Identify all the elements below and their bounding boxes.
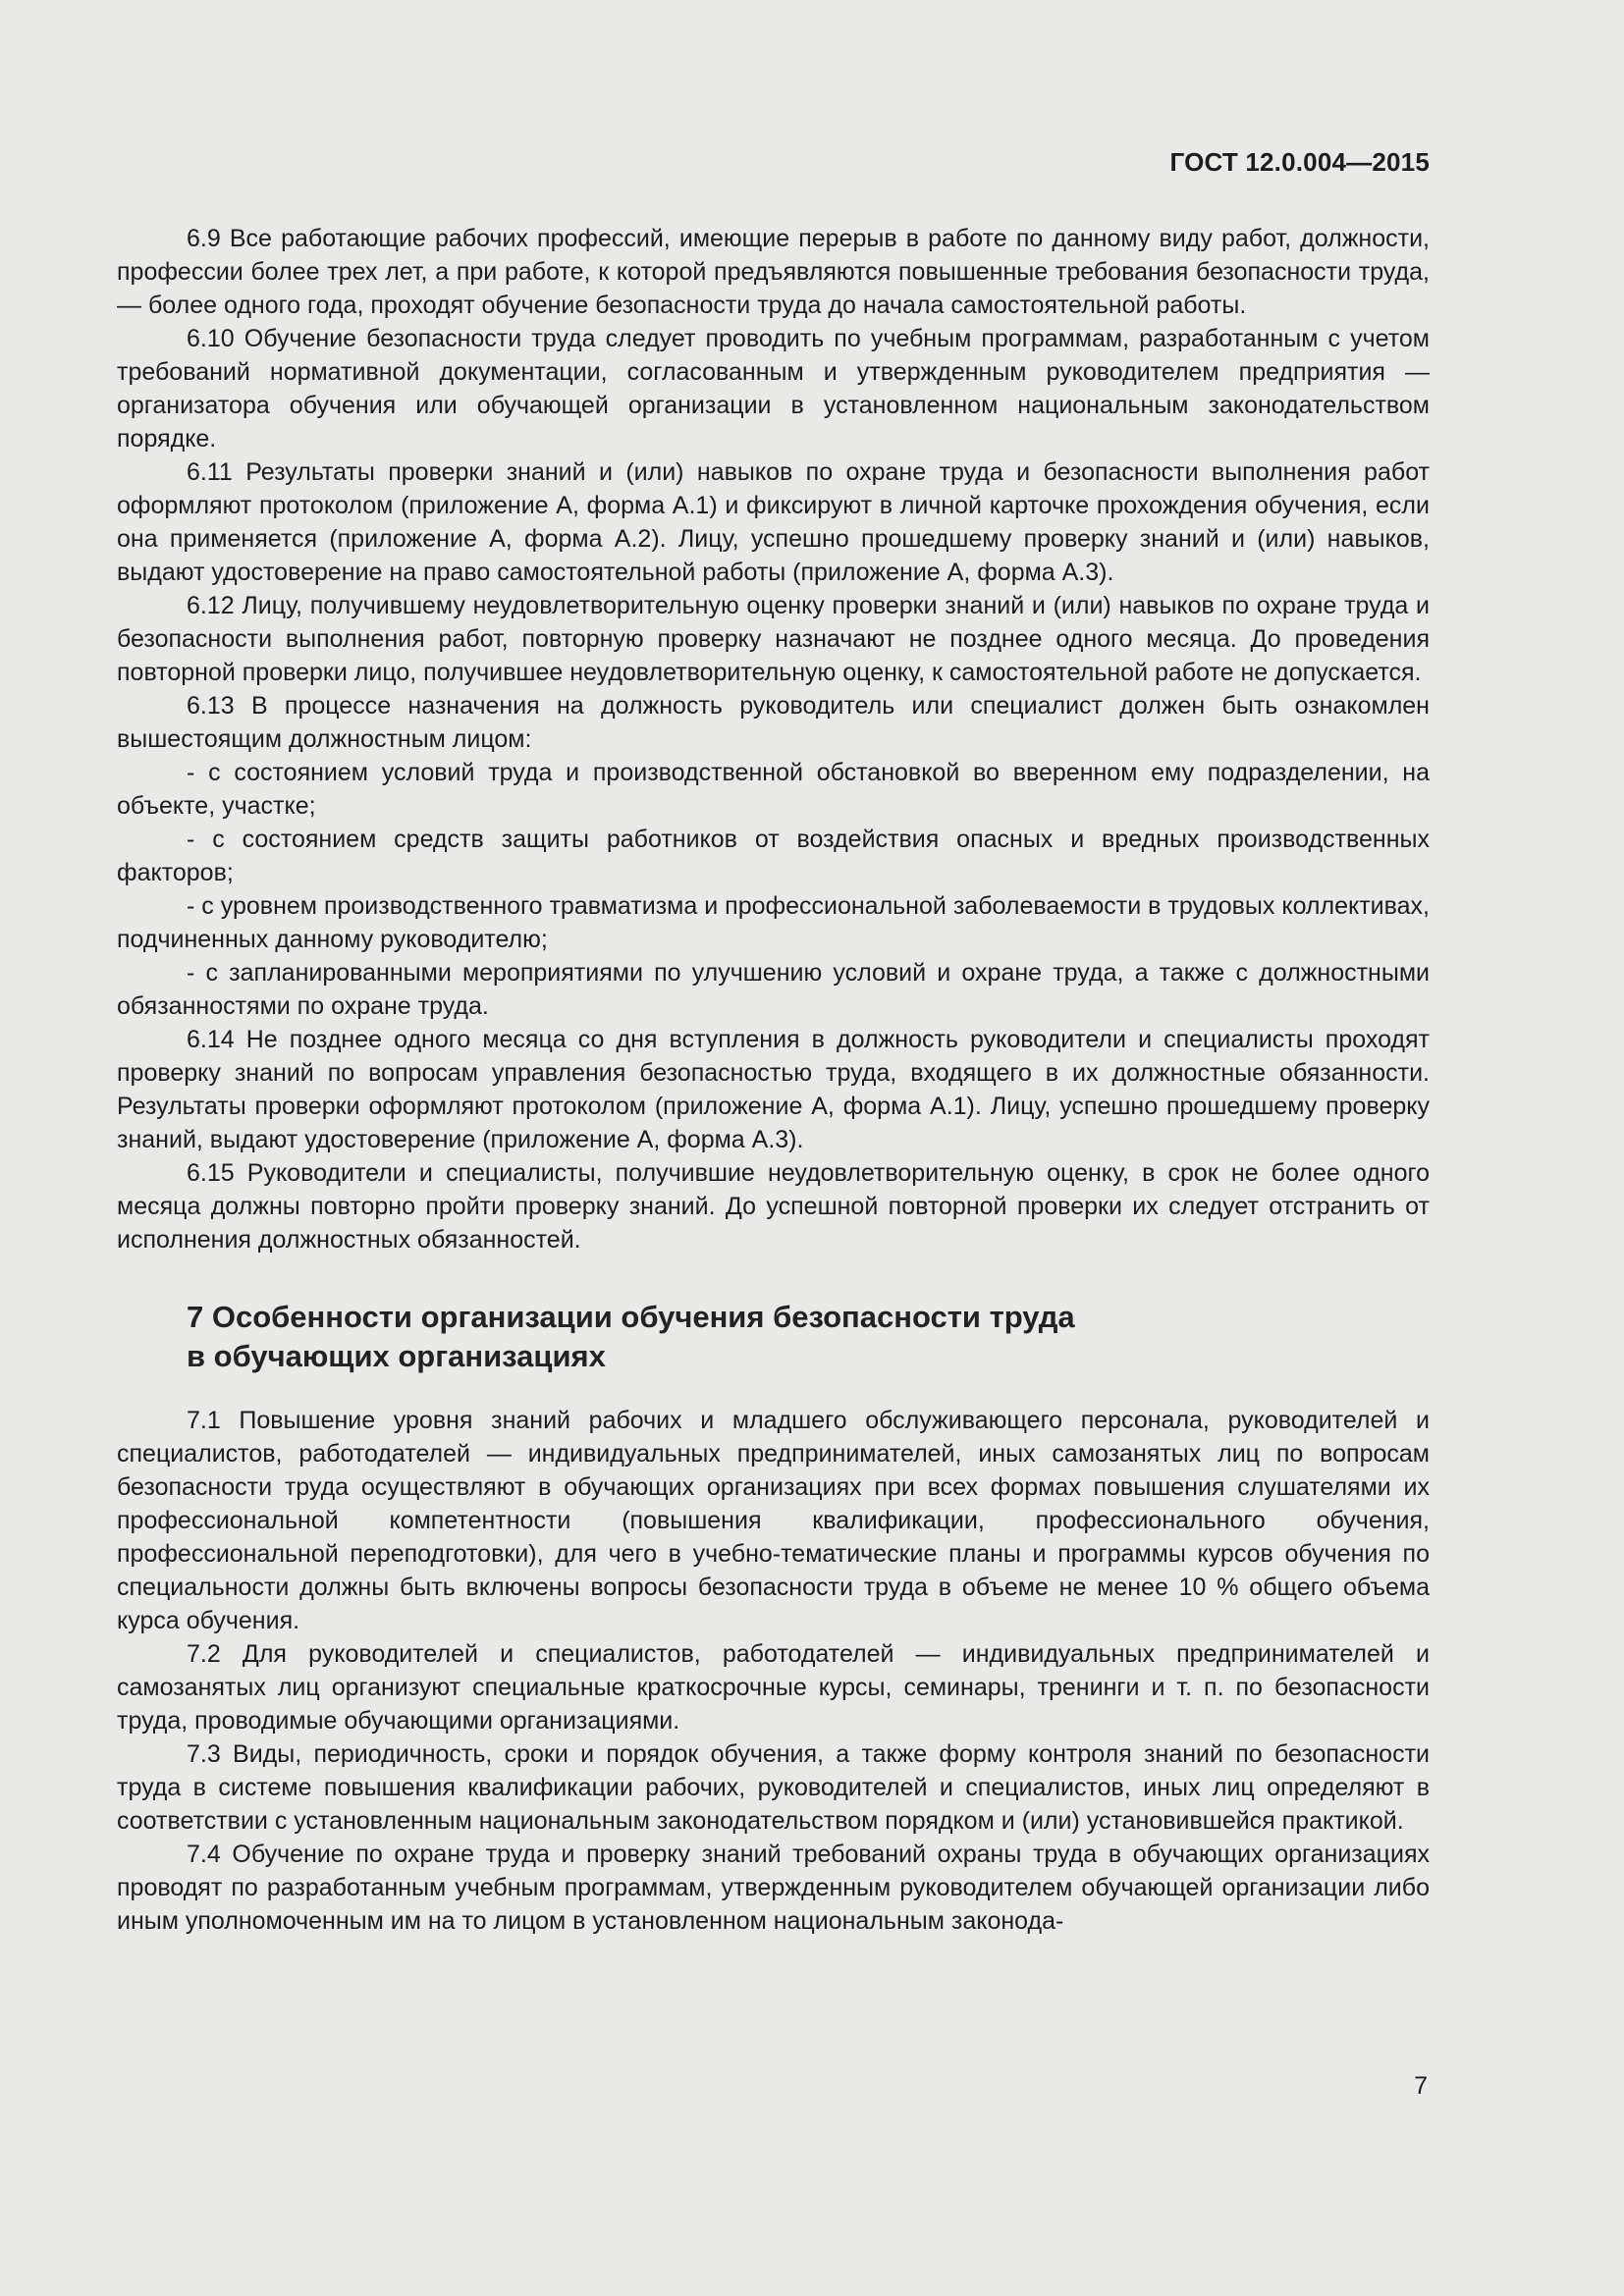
section-7-title <box>117 1298 1430 1376</box>
paragraph-7-2: 7.2 Для руководителей и специалистов, работодателей — индивидуальных предпринимателей и самозанятых лиц организуют специальные краткосрочные курсы, семинары, тренинги и т. п. по безопасности труда, проводимые обучающими организациями. <box>117 1640 1430 1735</box>
page-number: 7 <box>1414 2072 1428 2100</box>
list-item-6-13-3: - с уровнем производственного травматизма и профессиональной заболеваемости в трудовых коллективах, подчиненных данному руководителю; <box>117 892 1430 953</box>
paragraph-6-10: 6.10 Обучение безопасности труда следует проводить по учебным программам, разработанным с учетом требований нормативной документации, согласованным и утвержденным руководителем предприятия — организатора обучения или обучающей организации в установленном национальным законодательством порядке. <box>117 325 1430 453</box>
section-7-title-line-1: 7 Особенности организации обучения безопасности труда <box>187 1300 1075 1334</box>
list-item-6-13-4: - с запланированными мероприятиями по улучшению условий и охране труда, а также с должностными обязанностями по охране труда. <box>117 959 1430 1020</box>
paragraph-7-3: 7.3 Виды, периодичность, сроки и порядок обучения, а также форму контроля знаний по безопасности труда в системе повышения квалификации рабочих, руководителей и специалистов, иных лиц определяют в соответствии с установленным национальным законодательством порядком и (или) установившейся практикой. <box>117 1740 1430 1835</box>
paragraph-6-9: 6.9 Все работающие рабочих профессий, имеющие перерыв в работе по данному виду работ, должности, профессии более трех лет, а при работе, к которой предъявляются повышенные требования безопасности труда, — более одного года, проходят обучение безопасности труда до начала самостоятельной работы. <box>117 225 1430 319</box>
document-body <box>117 222 1430 1938</box>
paragraph-6-14: 6.14 Не позднее одного месяца со дня вступления в должность руководители и специалисты проходят проверку знаний по вопросам управления безопасностью труда, входящего в их должностные обязанности. Результаты проверки оформляют протоколом (приложение А, форма А.1). Лицу, успешно прошедшему проверку знаний, выдают удостоверение (приложение А, форма А.3). <box>117 1026 1430 1153</box>
paragraph-7-4: 7.4 Обучение по охране труда и проверку знаний требований охраны труда в обучающих организациях проводят по разработанным учебным программам, утвержденным руководителем обучающей организации либо иным уполномоченным им на то лицом в установленном национальным законода- <box>117 1841 1430 1935</box>
list-item-6-13-2: - с состоянием средств защиты работников от воздействия опасных и вредных производственных факторов; <box>117 826 1430 886</box>
paragraph-6-13: 6.13 В процессе назначения на должность руководитель или специалист должен быть ознакомлен вышестоящим должностным лицом: <box>117 692 1430 753</box>
paragraph-6-11: 6.11 Результаты проверки знаний и (или) навыков по охране труда и безопасности выполнения работ оформляют протоколом (приложение А, форма А.1) и фиксируют в личной карточке прохождения обучения, если она применяется (приложение А, форма А.2). Лицу, успешно прошедшему проверку знаний и (или) навыков, выдают удостоверение на право самостоятельной работы (приложение А, форма А.3). <box>117 458 1430 586</box>
paragraph-6-15: 6.15 Руководители и специалисты, получившие неудовлетворительную оценку, в срок не более одного месяца должны повторно пройти проверку знаний. До успешной повторной проверки их следует отстранить от исполнения должностных обязанностей. <box>117 1159 1430 1254</box>
list-item-6-13-1: - с состоянием условий труда и производственной обстановкой во вверенном ему подразделении, на объекте, участке; <box>117 759 1430 820</box>
document-code: ГОСТ 12.0.004—2015 <box>1169 147 1430 177</box>
paragraph-7-1: 7.1 Повышение уровня знаний рабочих и младшего обслуживающего персонала, руководителей и специалистов, работодателей — индивидуальных предпринимателей, иных самозанятых лиц по вопросам безопасности труда осуществляют в обучающих организациях при всех формах повышения слушателями их профессиональной компетентности (повышения квалификации, профессионального обучения, профессиональной переподготовки), для чего в учебно-тематические планы и программы курсов обучения по специальности должны быть включены вопросы безопасности труда в объеме не менее 10 % общего объема курса обучения. <box>117 1407 1430 1634</box>
section-7-title-line-2: в обучающих организациях <box>187 1339 606 1373</box>
paragraph-6-12: 6.12 Лицу, получившему неудовлетворительную оценку проверки знаний и (или) навыков по охране труда и безопасности выполнения работ, повторную проверку назначают не позднее одного месяца. До проведения повторной проверки лицо, получившее неудовлетворительную оценку, к самостоятельной работе не допускается. <box>117 592 1430 686</box>
